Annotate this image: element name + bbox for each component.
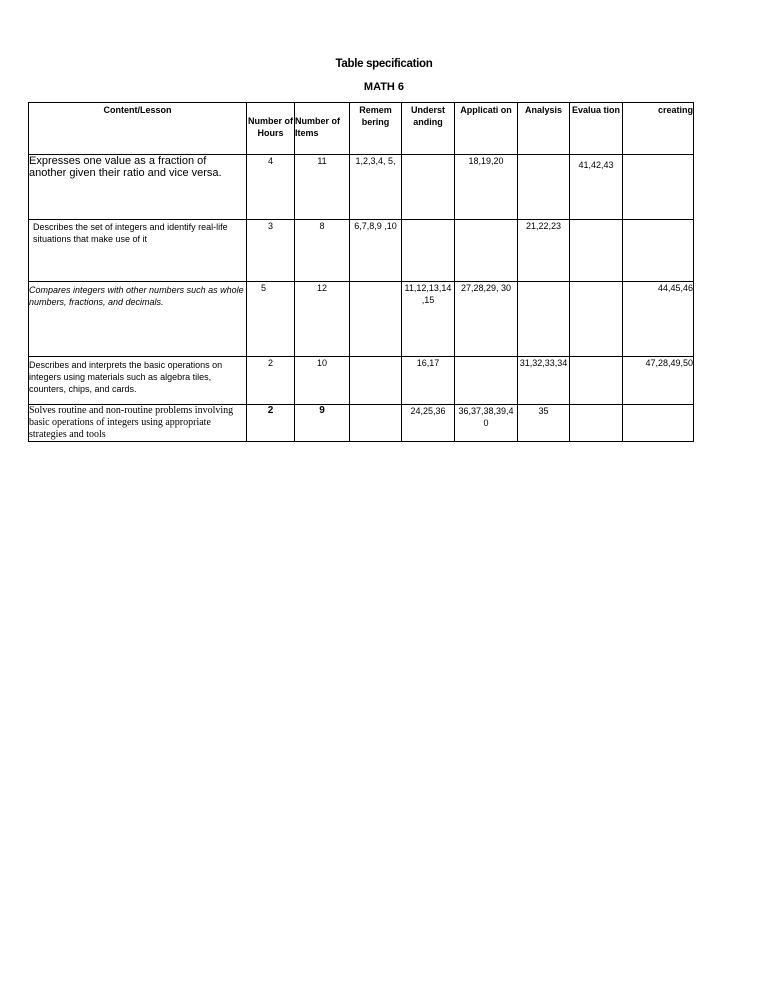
- table-row: [29, 155, 694, 220]
- lesson-cell: Solves routine and non-routine problems involving basic operations of integers using appropriate strategies and tools: [29, 405, 247, 442]
- remembering-cell: [350, 357, 402, 405]
- table-row: [29, 282, 694, 357]
- page-title: Table specification: [335, 58, 433, 70]
- evaluation-cell: [570, 282, 623, 357]
- analysis-cell: 35: [518, 405, 570, 442]
- hours-cell: 5: [247, 282, 295, 357]
- remembering-cell: 6,7,8,9 ,10: [350, 220, 402, 282]
- evaluation-cell: 41,42,43: [570, 155, 623, 220]
- lesson-cell: Describes the set of integers and identify real-life situations that make use of it: [29, 220, 247, 282]
- header-understanding: Underst anding: [402, 103, 455, 155]
- items-cell: 8: [295, 220, 350, 282]
- page-subtitle: MATH 6: [363, 81, 405, 93]
- hours-cell: 2: [247, 357, 295, 405]
- header-content-lesson: Content/Lesson: [29, 103, 247, 155]
- evaluation-cell: [570, 357, 623, 405]
- understanding-cell: 24,25,36: [402, 405, 455, 442]
- understanding-cell: 16,17: [402, 357, 455, 405]
- analysis-cell: [518, 282, 570, 357]
- header-creating: creating: [623, 103, 694, 155]
- lesson-cell: Describes and interprets the basic operations on integers using materials such as algebra tiles, counters, chips, and cards.: [29, 357, 247, 405]
- items-cell: 12: [295, 282, 350, 357]
- hours-cell: 4: [247, 155, 295, 220]
- application-cell: 27,28,29, 30: [455, 282, 518, 357]
- hours-cell: 2: [247, 405, 295, 442]
- header-remembering: Remem bering: [350, 103, 402, 155]
- application-cell: [455, 357, 518, 405]
- header-analysis: Analysis: [518, 103, 570, 155]
- hours-cell: 3: [247, 220, 295, 282]
- table-row: [29, 405, 694, 442]
- analysis-cell: 31,32,33,34: [518, 357, 570, 405]
- header-application: Applicati on: [455, 103, 518, 155]
- table-row: [29, 357, 694, 405]
- application-cell: [455, 220, 518, 282]
- items-cell: 10: [295, 357, 350, 405]
- evaluation-cell: [570, 405, 623, 442]
- application-cell: 36,37,38,39,4 0: [455, 405, 518, 442]
- creating-cell: [623, 405, 694, 442]
- evaluation-cell: [570, 220, 623, 282]
- remembering-cell: 1,2,3,4, 5,: [350, 155, 402, 220]
- lesson-cell: Expresses one value as a fraction of another given their ratio and vice versa.: [29, 155, 247, 220]
- creating-cell: [623, 155, 694, 220]
- understanding-cell: [402, 220, 455, 282]
- creating-cell: 44,45,46: [623, 282, 694, 357]
- application-cell: 18,19,20: [455, 155, 518, 220]
- header-number-of-hours: Number of Hours: [247, 103, 295, 155]
- understanding-cell: 11,12,13,14 ,15: [402, 282, 455, 357]
- creating-cell: [623, 220, 694, 282]
- analysis-cell: [518, 155, 570, 220]
- analysis-cell: 21,22,23: [518, 220, 570, 282]
- header-row: [29, 103, 694, 155]
- remembering-cell: [350, 405, 402, 442]
- table-row: [29, 220, 694, 282]
- items-cell: 11: [295, 155, 350, 220]
- remembering-cell: [350, 282, 402, 357]
- understanding-cell: [402, 155, 455, 220]
- lesson-cell: Compares integers with other numbers such as whole numbers, fractions, and decimals.: [29, 282, 247, 357]
- header-number-of-items: Number of Items: [295, 103, 350, 155]
- creating-cell: 47,28,49,50: [623, 357, 694, 405]
- items-cell: 9: [295, 405, 350, 442]
- specification-table: [28, 102, 694, 442]
- header-evaluation: Evalua tion: [570, 103, 623, 155]
